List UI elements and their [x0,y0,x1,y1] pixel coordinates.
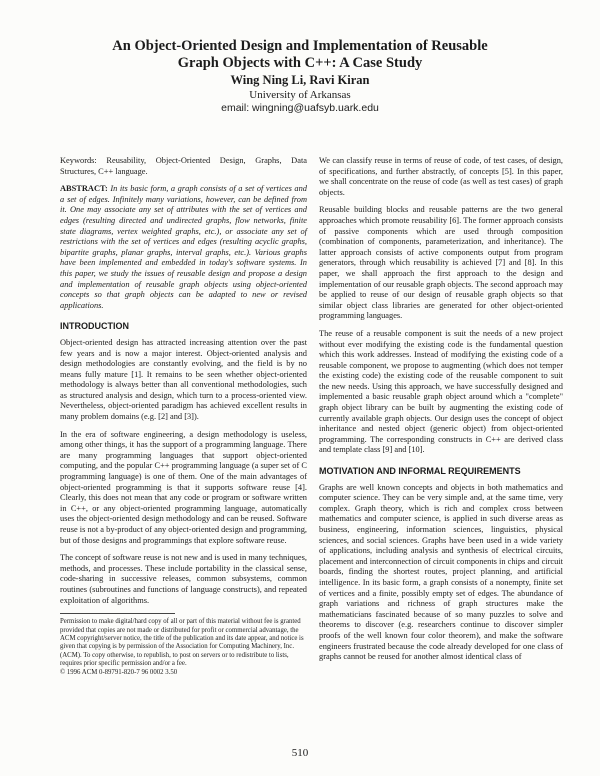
email: email: wingning@uafsyb.uark.edu [221,102,379,114]
intro-paragraph-2: In the era of software engineering, a design methodology is useless, among other things, it has the support of a programming language. There are many programming languages that support object-oriented computing, and the popular C++ programming language (a super set of C programming language) is one of them. One of the main advantages of object-oriented programming is that it supports software reuse [4]. Clearly, this does not mean that any code or program or software written in C++, or any object-oriented programming language, automatically uses the object-oriented design methodology and can be reused. Software reuse is not a by-product of any object-oriented design and programming, but of those designs and programmings that explore software reuse. [60,429,307,545]
motivation-paragraph: Graphs are well known concepts and objects in both mathematics and computer science. They can be very simple and, at the same time, very complex. Graph theory, which is rich and complex cross between mathematics and computer science, is applied in such diverse areas as business, engineering, information sciences, linguistics, physical sciences, and social sciences. Graphs have been used in a wide variety of applications, including analysis and synthesis of electrical circuits, placement and interconnection of circuit components in chips and circuit boards, finding the shortest routes, project planning, and artificial intelligence. In its basic form, a graph consists of a nonempty, finite set of vertices and a finite, possibly empty set of edges. The abundance of graph variations and richness of graph structures make the mathematicians fascinated because of so many puzzles to solve and theorems to discover (e.g. researchers continue to discover simpler proofs of the well known four color theorem), and make the software engineers frustrated because the code already developed for one class of graphs cannot be reused for another almost identical class of [319,482,563,662]
footnote: Permission to make digital/hard copy of all or part of this material without fee is granted provided that copies are not made or distributed for profit or commercial advantage, the ACM copyright/server notice, the title of the publication and its date appear, and notice is given that copying is by permission of the Association for Computing Machinery, Inc. (ACM). To copy otherwise, to republish, to post on servers or to redistribute to lists, requires prior specific permission and/or a fee. [60,618,304,668]
abstract [60,184,307,311]
abstract-label: ABSTRACT: [60,184,108,194]
intro-paragraph-3: The concept of software reuse is not new and is used in many techniques, methods, and processes. These include portability in the classical sense, code-sharing in successive releases, common subsystems, common routines (subroutines and functions of language constructs), and repeated exploitation of algorithms. [60,553,307,605]
right-paragraph-3: The reuse of a reusable component is suit the needs of a new project without ever modifying the existing code is the fundamental question which this work addresses. Instead of modifying the existing code of a reusable component, we propose to augmenting (which does not temper the existing code) the existing code of the reusable component to suit the new needs. Using this approach, we have successfully designed and implemented a basic reusable graph object around which a "complete" graph object library can be built by augmenting the existing code of currently available graph objects. Our design uses the concept of object inheritance and nested object (generic object) from object-oriented programming. The corresponding constructs in C++ are derived class and template class [9] and [10]. [319,328,563,455]
right-paragraph-2: Reusable building blocks and reusable patterns are the two general approaches which promote reusability [6]. The former approach consists of passive components which are used through composition (combination of components, parameterization, and inheritance). The latter approach consists of active components output from program generators, through which reusability is achieved [7] and [8]. In this paper, we shall approach the first approach to the design and implementation of our reusable graph objects. The second approach may be applied to reuse of our design of reusable graph objects so that similar object class libraries are generated for other object-oriented programming languages. [319,205,563,321]
intro-heading: INTRODUCTION [60,321,129,332]
right-column [319,156,563,670]
keywords: Keywords: Reusability, Object-Oriented Design, Graphs, Data Structures, C++ language. [60,156,307,176]
motivation-heading: MOTIVATION AND INFORMAL REQUIREMENTS [319,466,521,477]
abstract-text: In its basic form, a graph consists of a set of vertices and a set of edges. Infinitely many variations, however, can be defined from it. One may associate any set of attributes with the set of vertices and edges (resulting directed and undirected graphs, flow networks, finite state diagrams, vertex weighted graphs, etc.), or associate any set of restrictions with the set of vertices and edges (resulting acyclic graphs, bipartite graphs, planar graphs, interval graphs, etc.). Various graphs have been implemented and embedded in today's software systems. In this paper, we study the issues of reusable design and propose a design and implementation of reusable graph objects using object-oriented concepts so that graph objects can be adapted to new or revised applications. [60,184,307,310]
affiliation-block [0,89,600,115]
page-number: 510 [291,747,309,759]
left-column [60,156,307,677]
paper-title-line2: Graph Objects with C++: A Case Study [177,55,423,71]
footnote-rule [60,613,175,614]
authors: Wing Ning Li, Ravi Kiran [230,73,370,87]
affiliation: University of Arkansas [249,89,351,101]
right-paragraph-1: We can classify reuse in terms of reuse of code, of test cases, of design, of specifications, and further abstractly, of concepts [5]. In this paper, we shall concentrate on the reuse of code (as well as test cases) of graph objects. [319,156,563,197]
copyright-notice: © 1996 ACM 0-89791-820-7 96 0002 3.50 [60,668,178,676]
intro-paragraph-1: Object-oriented design has attracted increasing attention over the past few years and is now a major interest. Object-oriented analysis and design methodologies are constantly evolving, and the field is by no means fully mature [1]. It remains to be seen whether object-oriented methodology is always better than all conventional methodologies, such as structured analysis and design, which turn to a process-oriented view. Nevertheless, object-oriented paradigm has achieved excellent results in many problem domains (e.g. [2] and [3]). [60,337,307,422]
paper-title-line1: An Object-Oriented Design and Implementation of Reusable [112,38,488,54]
